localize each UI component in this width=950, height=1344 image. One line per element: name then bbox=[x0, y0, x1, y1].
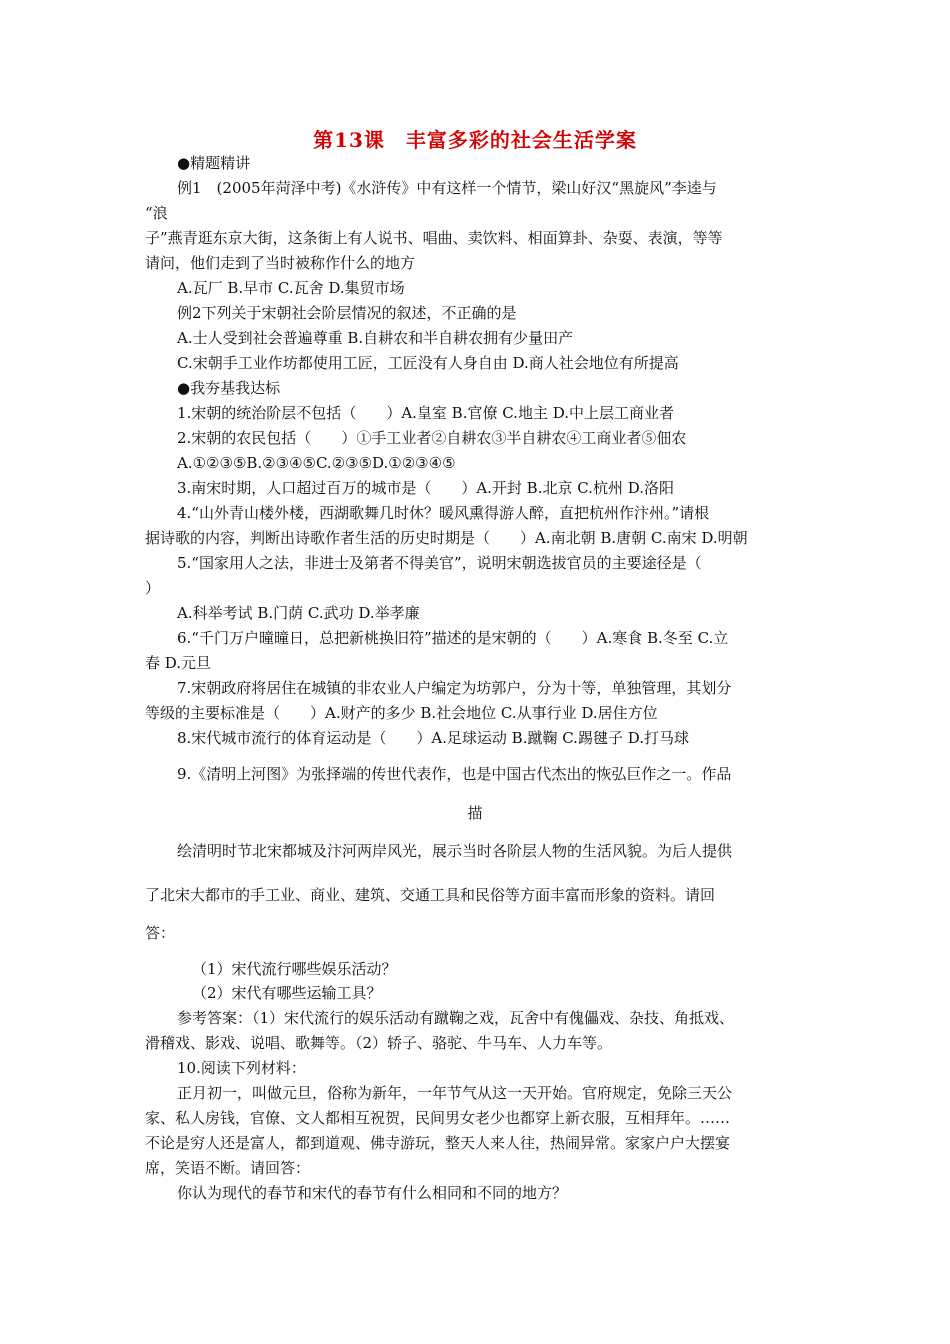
question-9-cont: 绘清明时节北宋都城及汴河两岸风光，展示当时各阶层人物的生活风貌。为后人提供 bbox=[177, 842, 733, 860]
example-1-text-cont: 子”燕青逛东京大街，这条街上有人说书、唱曲、卖饮料、相面算卦、杂耍、表演，等等 bbox=[145, 229, 723, 247]
reference-answer-cont: 滑稽戏、影戏、说唱、歌舞等。（2）轿子、骆驼、牛马车、人力车等。 bbox=[145, 1034, 613, 1052]
example-1-text-cont: “浪 bbox=[145, 204, 168, 222]
material-text-cont: 家、私人房钱，官僚、文人都相互祝贺，民间男女老少也都穿上新衣服，互相拜年。…… bbox=[145, 1109, 731, 1127]
question-9: 9.《清明上河图》为张择端的传世代表作，也是中国古代杰出的恢弘巨作之一。作品 bbox=[177, 765, 732, 783]
question-2-options: A.①②③⑤B.②③④⑤C.②③⑤D.①②③④⑤ bbox=[177, 454, 456, 472]
question-9-sub-2: （2）宋代有哪些运输工具？ bbox=[192, 984, 382, 1002]
example-1-options: A.瓦厂 B.早市 C.瓦舍 D.集贸市场 bbox=[177, 279, 405, 297]
question-5: 5.“国家用人之法，非进士及第者不得美官”，说明宋朝选拔官员的主要途径是（ bbox=[177, 554, 702, 572]
question-1: 1.宋朝的统治阶层不包括（ ）A.皇室 B.官僚 C.地主 D.中上层工商业者 bbox=[177, 404, 674, 422]
question-8: 8.宋代城市流行的体育运动是（ ）A.足球运动 B.蹴鞠 C.踢毽子 D.打马球 bbox=[177, 729, 689, 747]
question-3: 3.南宋时期，人口超过百万的城市是（ ）A.开封 B.北京 C.杭州 D.洛阳 bbox=[177, 479, 674, 497]
section-heading-exercises: ●我夯基我达标 bbox=[177, 379, 281, 397]
reference-answer: 参考答案：（1）宋代流行的娱乐活动有蹴鞠之戏，瓦舍中有傀儡戏、杂技、角抵戏、 bbox=[177, 1009, 735, 1027]
question-5-cont: ） bbox=[145, 579, 161, 597]
question-9-cont: 答： bbox=[145, 924, 176, 942]
question-10-prompt: 你认为现代的春节和宋代的春节有什么相同和不同的地方？ bbox=[177, 1184, 568, 1202]
material-text-cont: 不论是穷人还是富人，都到道观、佛寺游玩，整天人来人往，热闹异常。家家户户大摆宴 bbox=[145, 1134, 731, 1152]
question-4: 4.“山外青山楼外楼，西湖歌舞几时休？暖风熏得游人醉，直把杭州作汴州。”请根 bbox=[177, 504, 710, 522]
question-2: 2.宋朝的农民包括（ ）①手工业者②自耕农③半自耕农④工商业者⑤佃农 bbox=[177, 429, 687, 447]
question-7: 7.宋朝政府将居住在城镇的非农业人户编定为坊郭户，分为十等，单独管理，其划分 bbox=[177, 679, 732, 697]
question-4-cont: 据诗歌的内容，判断出诗歌作者生活的历史时期是（ ）A.南北朝 B.唐朝 C.南宋 D.明朝 bbox=[145, 529, 748, 547]
question-6-cont: 春 D.元旦 bbox=[145, 654, 212, 672]
question-9-cont: 了北宋大都市的手工业、商业、建筑、交通工具和民俗等方面丰富而形象的资料。请回 bbox=[145, 886, 716, 904]
example-1-text: 例1 (2005年菏泽中考)《水浒传》中有这样一个情节，梁山好汉“黑旋风”李逵与 bbox=[177, 179, 717, 197]
material-text-cont: 席，笑语不断。请回答： bbox=[145, 1159, 311, 1177]
example-2-text: 例2下列关于宋朝社会阶层情况的叙述，不正确的是 bbox=[177, 304, 517, 322]
question-5-options: A.科举考试 B.门荫 C.武功 D.举孝廉 bbox=[177, 604, 420, 622]
example-1-question: 请问，他们走到了当时被称作什么的地方 bbox=[145, 254, 416, 272]
example-2-options: C.宋朝手工业作坊都使用工匠，工匠没有人身自由 D.商人社会地位有所提高 bbox=[177, 354, 679, 372]
question-7-cont: 等级的主要标准是（ ）A.财产的多少 B.社会地位 C.从事行业 D.居住方位 bbox=[145, 704, 658, 722]
question-10: 10.阅读下列材料： bbox=[177, 1059, 306, 1077]
question-6: 6.“千门万户曈曈日，总把新桃换旧符”描述的是宋朝的（ ）A.寒食 B.冬至 C.立 bbox=[177, 629, 729, 647]
example-2-options: A.士人受到社会普遍尊重 B.自耕农和半自耕农拥有少量田产 bbox=[177, 329, 574, 347]
page-title: 第13课 丰富多彩的社会生活学案 bbox=[313, 128, 637, 152]
question-9-cont: 描 bbox=[467, 804, 483, 822]
material-text: 正月初一，叫做元旦，俗称为新年，一年节气从这一天开始。官府规定，免除三天公 bbox=[177, 1084, 733, 1102]
question-9-sub-1: （1）宋代流行哪些娱乐活动？ bbox=[192, 960, 397, 978]
section-heading-examples: ●精题精讲 bbox=[177, 154, 251, 172]
